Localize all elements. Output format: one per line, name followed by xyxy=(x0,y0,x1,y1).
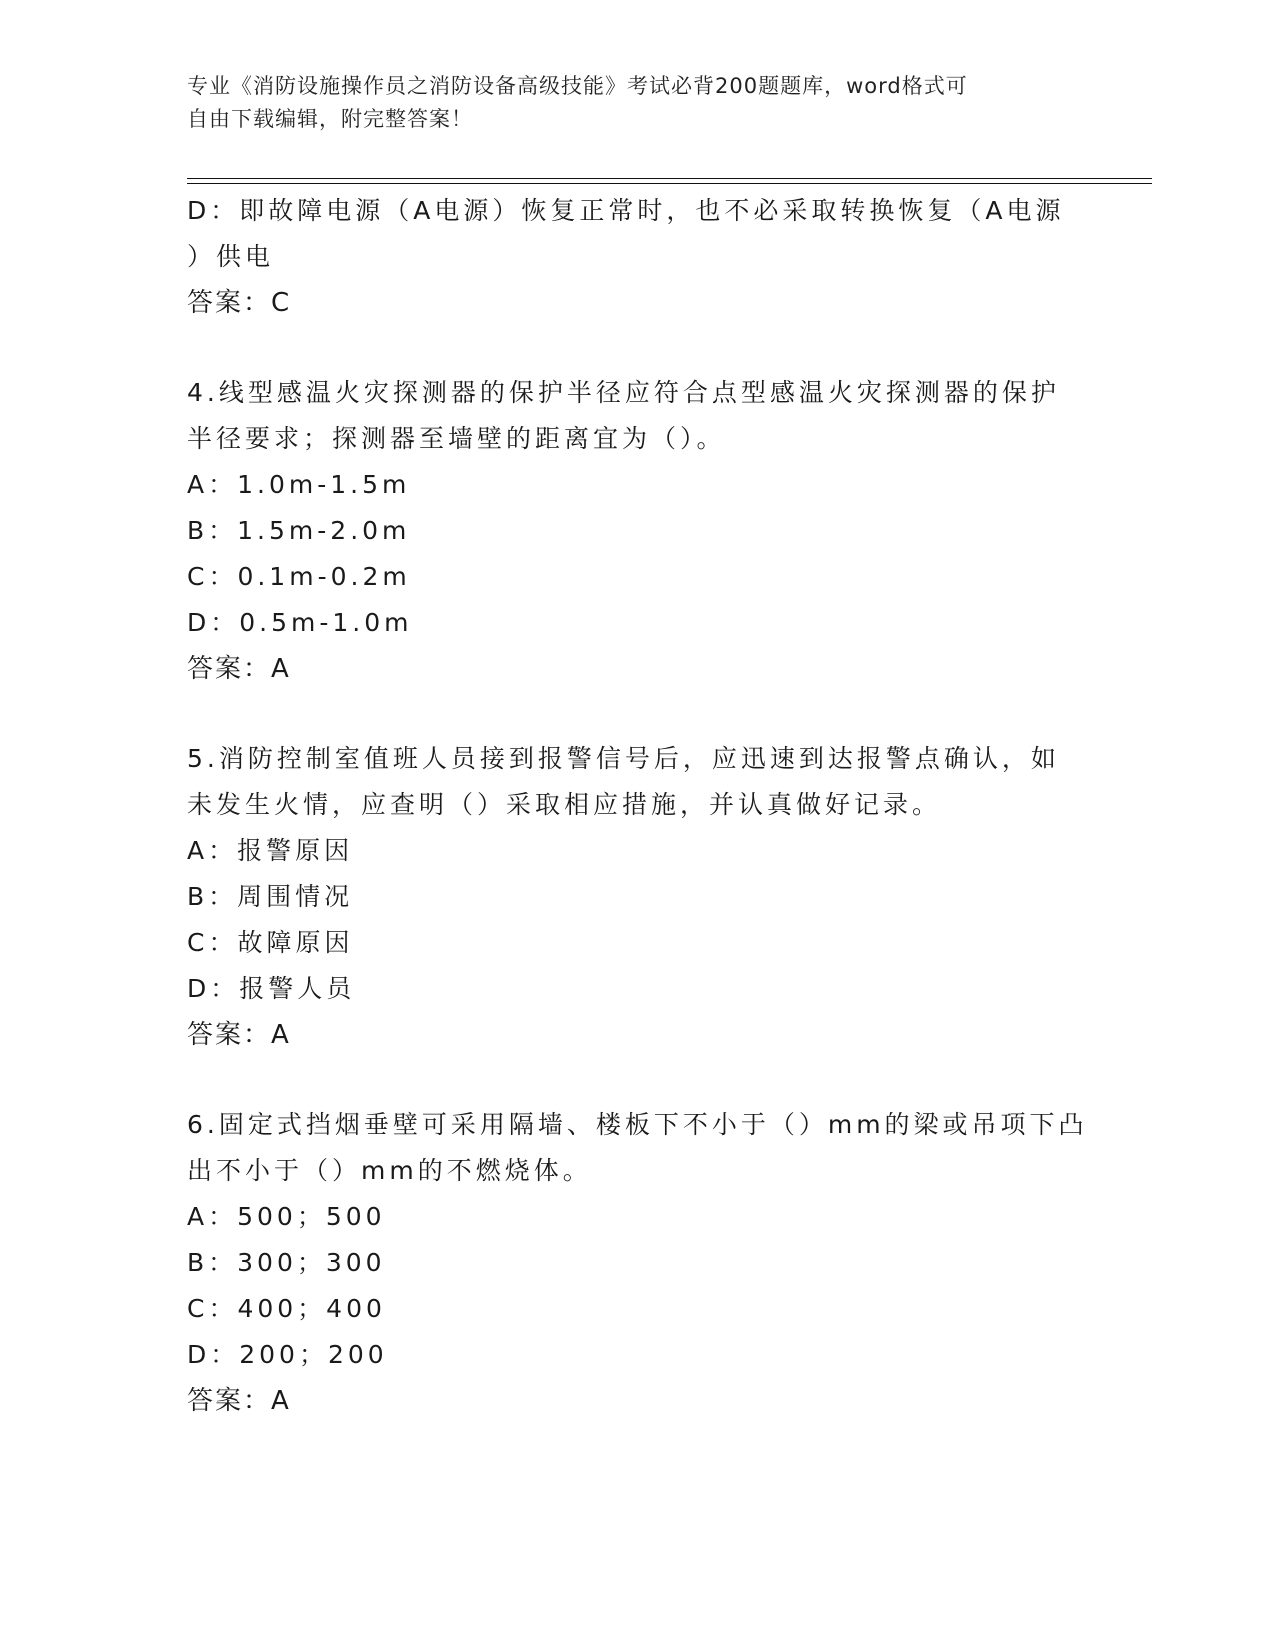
question-stem: 5.消防控制室值班人员接到报警信号后，应迅速到达报警点确认，如 xyxy=(187,744,1060,773)
option-a: A：500；500 xyxy=(187,1202,386,1231)
option-a: A：1.0m-1.5m xyxy=(187,470,411,499)
option-d: D：200；200 xyxy=(187,1340,388,1369)
header-title-line-2: 自由下载编辑，附完整答案！ xyxy=(187,107,473,131)
option-c: C：故障原因 xyxy=(187,928,354,957)
option-d-continuation: ）供电 xyxy=(187,242,275,271)
question-list xyxy=(187,188,1087,1424)
question-stem-continuation: 出不小于（）mm的不燃烧体。 xyxy=(187,1156,592,1185)
question-6 xyxy=(187,1102,1087,1424)
continued-question-3 xyxy=(187,188,1087,326)
question-stem: 6.固定式挡烟垂壁可采用隔墙、楼板下不小于（）mm的梁或吊项下凸 xyxy=(187,1110,1088,1139)
answer-line: 答案：A xyxy=(187,1386,291,1416)
option-c: C：0.1m-0.2m xyxy=(187,562,411,591)
option-b: B：300；300 xyxy=(187,1248,386,1277)
answer-line: 答案：A xyxy=(187,654,291,684)
question-stem-continuation: 半径要求；探测器至墙壁的距离宜为（）。 xyxy=(187,424,726,453)
answer-line: 答案：C xyxy=(187,288,292,318)
question-4 xyxy=(187,370,1087,692)
option-d: D：0.5m-1.0m xyxy=(187,608,413,637)
option-c: C：400；400 xyxy=(187,1294,386,1323)
header-title-line-1: 专业《消防设施操作员之消防设备高级技能》考试必背200题题库，word格式可 xyxy=(187,74,968,98)
option-b: B：周围情况 xyxy=(187,882,354,911)
answer-line: 答案：A xyxy=(187,1020,291,1050)
option-d: D：报警人员 xyxy=(187,974,356,1003)
question-stem: 4.线型感温火灾探测器的保护半径应符合点型感温火灾探测器的保护 xyxy=(187,378,1060,407)
option-b: B：1.5m-2.0m xyxy=(187,516,411,545)
question-stem-continuation: 未发生火情，应查明（）采取相应措施，并认真做好记录。 xyxy=(187,790,942,819)
option-a: A：报警原因 xyxy=(187,836,354,865)
question-5 xyxy=(187,736,1087,1058)
header-divider-top xyxy=(187,178,1152,179)
header-divider-bottom xyxy=(187,183,1152,184)
option-d: D：即故障电源（A电源）恢复正常时，也不必采取转换恢复（A电源 xyxy=(187,196,1065,225)
document-header xyxy=(187,70,1067,136)
